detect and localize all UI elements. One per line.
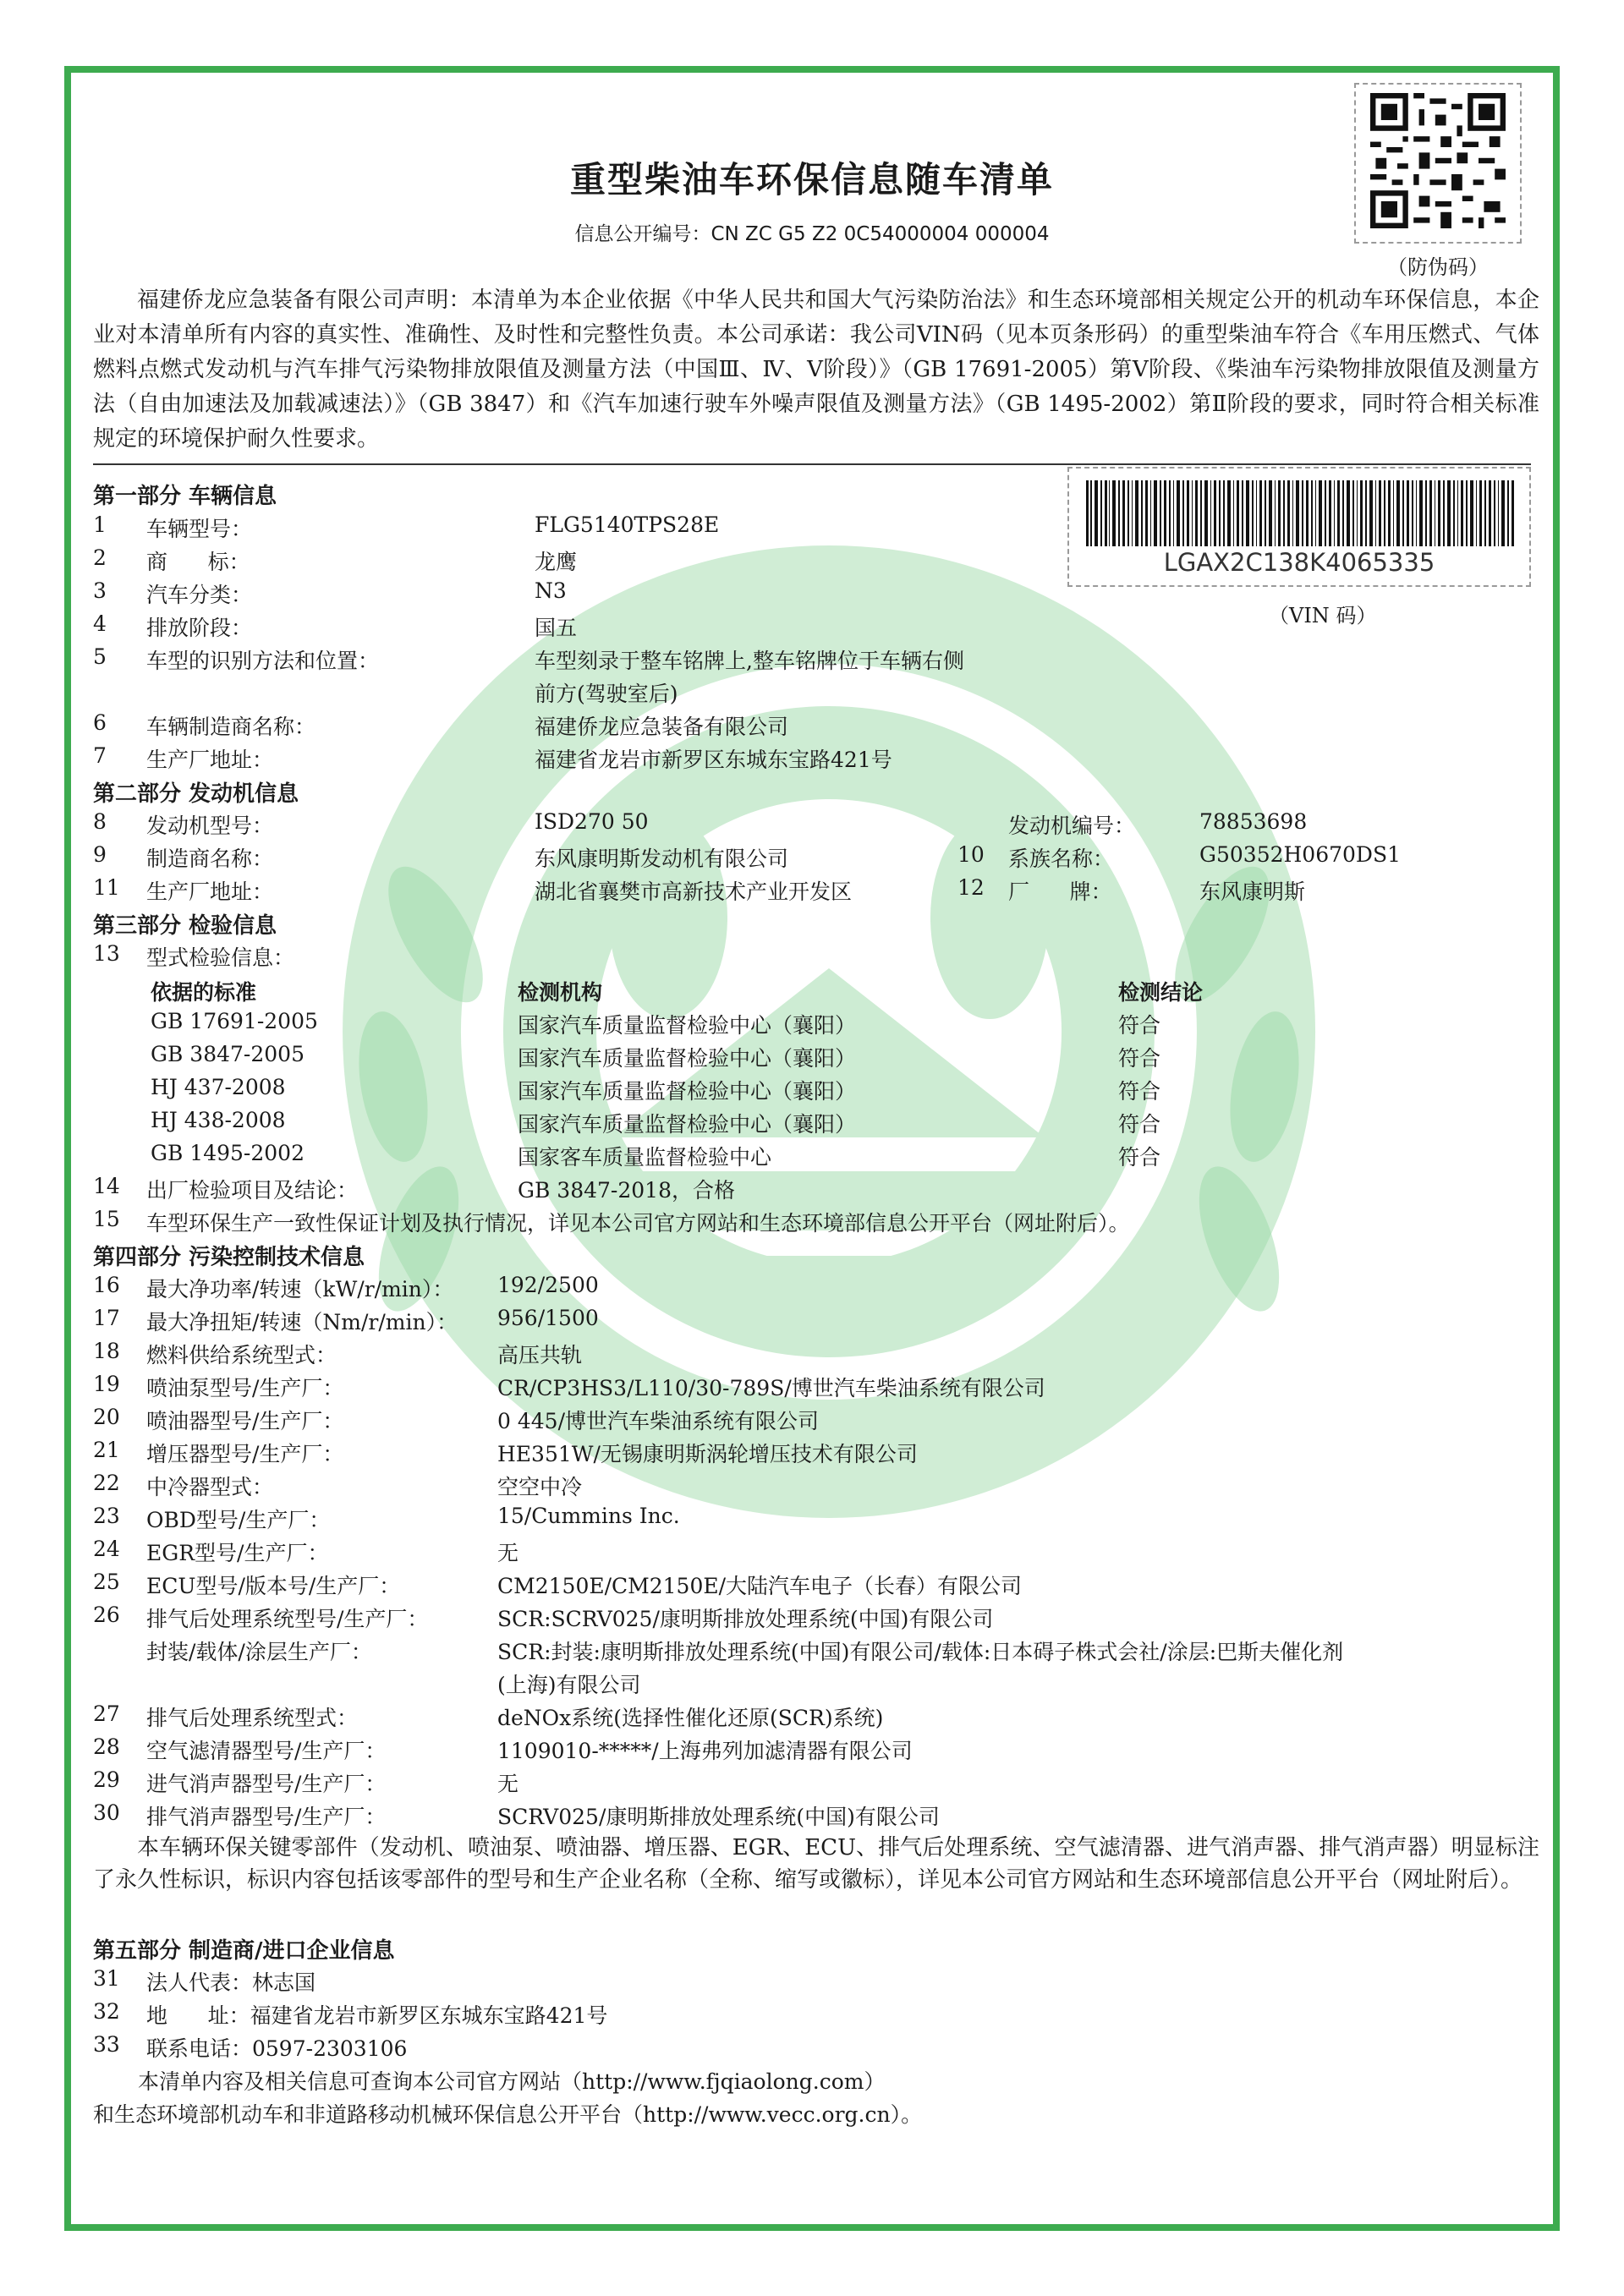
row-label: 汽车分类： xyxy=(146,583,253,607)
cell-result: 符合 xyxy=(1118,1013,1161,1038)
row-label: 进气消声器型号/生产厂： xyxy=(146,1772,387,1796)
row-label: 生产厂地址： xyxy=(146,879,274,904)
row-value: 高压共轨 xyxy=(497,1343,583,1367)
row-no: 27 xyxy=(93,1701,120,1726)
row-label: OBD型号/生产厂： xyxy=(146,1508,331,1532)
row-value: 无 xyxy=(497,1772,519,1796)
row-no: 18 xyxy=(93,1339,120,1363)
row-no: 17 xyxy=(93,1306,120,1330)
row-value: SCR:封装:康明斯排放处理系统(中国)有限公司/载体:日本碍子株式会社/涂层:巴斯夫催化剂 xyxy=(497,1640,1344,1664)
row-label: 燃料供给系统型式： xyxy=(146,1343,337,1367)
row-no: 11 xyxy=(93,875,120,900)
row-no: 13 xyxy=(93,941,120,966)
row-label: 增压器型号/生产厂： xyxy=(146,1442,344,1466)
row-no: 20 xyxy=(93,1405,120,1429)
row-value: SCR:SCRV025/康明斯排放处理系统(中国)有限公司 xyxy=(497,1607,994,1631)
row-value: 湖北省襄樊市高新技术产业开发区 xyxy=(535,879,853,904)
row-no: 25 xyxy=(93,1570,120,1594)
row-label: 商 标： xyxy=(146,550,250,574)
row-label: 最大净功率/转速（kW/r/min）： xyxy=(146,1277,454,1301)
cell-standard: HJ 438-2008 xyxy=(151,1108,286,1132)
row-value: deNOx系统(选择性催化还原(SCR)系统) xyxy=(497,1706,884,1730)
row-value: SCRV025/康明斯排放处理系统(中国)有限公司 xyxy=(497,1805,940,1829)
cell-standard: HJ 437-2008 xyxy=(151,1075,286,1099)
row-value: 龙鹰 xyxy=(535,550,578,574)
column-header-standard: 依据的标准 xyxy=(151,980,257,1005)
row-label: 车辆制造商名称： xyxy=(146,715,316,739)
row-value: 车型刻录于整车铭牌上,整车铭牌位于车辆右侧 xyxy=(535,649,964,673)
row-value: 192/2500 xyxy=(497,1273,599,1297)
row-label: 排气后处理系统型式： xyxy=(146,1706,359,1730)
row-label: 型式检验信息： xyxy=(146,945,295,970)
row-label: 车型的识别方法和位置： xyxy=(146,649,380,673)
row-label: 喷油泵型号/生产厂： xyxy=(146,1376,344,1400)
row-value: 15/Cummins Inc. xyxy=(497,1504,680,1528)
cell-standard: GB 17691-2005 xyxy=(151,1009,318,1033)
row-no: 19 xyxy=(93,1372,120,1396)
row-value: 福建侨龙应急装备有限公司 xyxy=(535,715,789,739)
row-no: 5 xyxy=(93,644,107,669)
row-no: 21 xyxy=(93,1438,120,1462)
footer-platform-line: 和生态环境部机动车和非道路移动机械环保信息公开平台（http://www.vecc.org.cn）。 xyxy=(93,2102,923,2127)
column-header-result: 检测结论 xyxy=(1118,980,1204,1005)
row-text: 联系电话：0597-2303106 xyxy=(146,2036,408,2061)
divider xyxy=(93,463,1531,465)
row-no: 29 xyxy=(93,1767,120,1792)
row-no: 32 xyxy=(93,1999,120,2024)
row-label: 排气消声器型号/生产厂： xyxy=(146,1805,387,1829)
row-value-2: 78853698 xyxy=(1199,809,1308,834)
column-header-agency: 检测机构 xyxy=(518,980,603,1005)
row-value: GB 3847-2018，合格 xyxy=(518,1178,735,1203)
cell-agency: 国家汽车质量监督检验中心（襄阳） xyxy=(518,1112,857,1137)
row-label: 车辆型号： xyxy=(146,517,253,541)
row-value: 1109010-*****/上海弗列加滤清器有限公司 xyxy=(497,1739,913,1763)
qr-code-icon xyxy=(1370,93,1506,228)
row-text: 法人代表：林志国 xyxy=(146,1970,316,1995)
row-value: FLG5140TPS28E xyxy=(535,512,720,537)
row-label: 排放阶段： xyxy=(146,616,253,640)
row-no: 31 xyxy=(93,1966,120,1991)
cell-agency: 国家汽车质量监督检验中心（襄阳） xyxy=(518,1013,857,1038)
row-no: 7 xyxy=(93,743,107,768)
row-value: 福建省龙岩市新罗区东城东宝路421号 xyxy=(535,748,892,772)
cell-agency: 国家客车质量监督检验中心 xyxy=(518,1145,772,1170)
row-value: 东风康明斯发动机有限公司 xyxy=(535,847,789,871)
row-no: 14 xyxy=(93,1174,120,1198)
company-declaration: 福建侨龙应急装备有限公司声明：本清单为本企业依据《中华人民共和国大气污染防治法》和生态环境部相关规定公开的机动车环保信息，本企业对本清单所有内容的真实性、准确性、及时性和完整性负责。本公司承诺：我公司VIN码（见本页条形码）的重型柴油车符合《车用压燃式、气体燃料点燃式发动机与汽车排气污染物排放限值及测量方法（中国Ⅲ、Ⅳ、Ⅴ阶段）》（GB 17691-2005）第Ⅴ阶段、《柴油车污染物排放限值及测量方法（自由加速法及加载减速法）》（GB 3847）和《汽车加速行驶车外噪声限值及测量方法》（GB 1495-2002）第Ⅱ阶段的要求，同时符合相关标准规定的环境保护耐久性要求。 xyxy=(93,288,1539,452)
row-label: 生产厂地址： xyxy=(146,748,274,772)
row-no: 1 xyxy=(93,512,107,537)
row-label-2: 系族名称： xyxy=(1008,847,1115,871)
row-value-continued: 前方(驾驶室后) xyxy=(535,682,678,706)
row-no: 15 xyxy=(93,1207,120,1231)
row-no-2: 10 xyxy=(957,842,985,867)
row-label: ECU型号/版本号/生产厂： xyxy=(146,1574,401,1598)
cell-standard: GB 1495-2002 xyxy=(151,1141,304,1165)
row-label: 中冷器型式： xyxy=(146,1475,274,1499)
row-label: 出厂检验项目及结论： xyxy=(146,1178,359,1203)
row-value-2: 东风康明斯 xyxy=(1199,879,1306,904)
row-no: 9 xyxy=(93,842,107,867)
cell-agency: 国家汽车质量监督检验中心（襄阳） xyxy=(518,1046,857,1071)
row-value-2: G50352H0670DS1 xyxy=(1199,842,1402,867)
section-engine-info: 第二部分 发动机信息 xyxy=(93,781,299,807)
cell-agency: 国家汽车质量监督检验中心（襄阳） xyxy=(518,1079,857,1104)
row-value-continued: (上海)有限公司 xyxy=(497,1673,641,1697)
row-value: CR/CP3HS3/L110/30-789S/博世汽车柴油系统有限公司 xyxy=(497,1376,1045,1400)
row-no: 26 xyxy=(93,1603,120,1627)
page-title: 重型柴油车环保信息随车清单 xyxy=(569,159,1054,200)
cell-result: 符合 xyxy=(1118,1079,1161,1104)
row-no: 22 xyxy=(93,1471,120,1495)
row-value: HE351W/无锡康明斯涡轮增压技术有限公司 xyxy=(497,1442,918,1466)
section-vehicle-info: 第一部分 车辆信息 xyxy=(93,484,277,509)
vin-code: LGAX2C138K4065335 xyxy=(1163,548,1435,577)
row-label-2: 发动机编号： xyxy=(1008,814,1136,838)
row-no: 8 xyxy=(93,809,107,834)
row-text: 地 址：福建省龙岩市新罗区东城东宝路421号 xyxy=(146,2003,608,2028)
row-no: 4 xyxy=(93,611,107,636)
key-components-note: 本车辆环保关键零部件（发动机、喷油泵、喷油器、增压器、EGR、ECU、排气后处理系统、空气滤清器、进气消声器、排气消声器）明显标注了永久性标识，标识内容包括该零部件的型号和生产企业名称（全称、缩写或徽标），详见本公司官方网站和生态环境部信息公开平台（网址附后）。 xyxy=(93,1835,1539,1893)
info-disclosure-number: 信息公开编号：CN ZC G5 Z2 0C54000004 000004 xyxy=(574,223,1050,245)
cell-standard: GB 3847-2005 xyxy=(151,1042,304,1066)
row-value: ISD270 50 xyxy=(535,809,649,834)
cell-result: 符合 xyxy=(1118,1145,1161,1170)
row-no-2: 12 xyxy=(957,875,985,900)
row-no: 33 xyxy=(93,2032,120,2057)
row-no: 24 xyxy=(93,1537,120,1561)
qr-caption: （防伪码） xyxy=(1387,255,1489,279)
cell-result: 符合 xyxy=(1118,1046,1161,1071)
cell-result: 符合 xyxy=(1118,1112,1161,1137)
row-no: 30 xyxy=(93,1800,120,1825)
row-label: 喷油器型号/生产厂： xyxy=(146,1409,344,1433)
row-label: 车型环保生产一致性保证计划及执行情况，详见本公司官方网站和生态环境部信息公开平台（网址附后）。 xyxy=(146,1211,1130,1236)
row-no: 3 xyxy=(93,578,107,603)
row-label: 空气滤清器型号/生产厂： xyxy=(146,1739,387,1763)
row-value: 空空中冷 xyxy=(497,1475,583,1499)
row-label: 最大净扭矩/转速（Nm/r/min）： xyxy=(146,1310,458,1334)
footer-website-line: 本清单内容及相关信息可查询本公司官方网站（http://www.fjqiaolong.com） xyxy=(138,2069,886,2094)
barcode-icon xyxy=(1086,480,1516,546)
section-pollution-control-info: 第四部分 污染控制技术信息 xyxy=(93,1245,365,1270)
row-value: 国五 xyxy=(535,616,578,640)
row-no: 2 xyxy=(93,545,107,570)
row-label: 制造商名称： xyxy=(146,847,274,871)
row-value: 无 xyxy=(497,1541,519,1565)
row-value: N3 xyxy=(535,578,567,603)
row-no: 28 xyxy=(93,1734,120,1759)
row-label: 封装/载体/涂层生产厂： xyxy=(146,1640,372,1664)
row-label: 发动机型号： xyxy=(146,814,274,838)
vin-barcode xyxy=(1067,467,1531,587)
row-label: EGR型号/生产厂： xyxy=(146,1541,329,1565)
section-manufacturer-info: 第五部分 制造商/进口企业信息 xyxy=(93,1938,395,1964)
row-label-2: 厂 牌： xyxy=(1008,879,1112,904)
row-label: 排气后处理系统型号/生产厂： xyxy=(146,1607,429,1631)
row-no: 6 xyxy=(93,710,107,735)
row-value: CM2150E/CM2150E/大陆汽车电子（长春）有限公司 xyxy=(497,1574,1023,1598)
row-no: 23 xyxy=(93,1504,120,1528)
row-value: 956/1500 xyxy=(497,1306,599,1330)
row-value: 0 445/博世汽车柴油系统有限公司 xyxy=(497,1409,819,1433)
vin-caption: （VIN 码） xyxy=(1269,604,1377,627)
anti-counterfeit-qr-code xyxy=(1354,83,1522,244)
row-no: 16 xyxy=(93,1273,120,1297)
section-inspection-info: 第三部分 检验信息 xyxy=(93,913,277,939)
